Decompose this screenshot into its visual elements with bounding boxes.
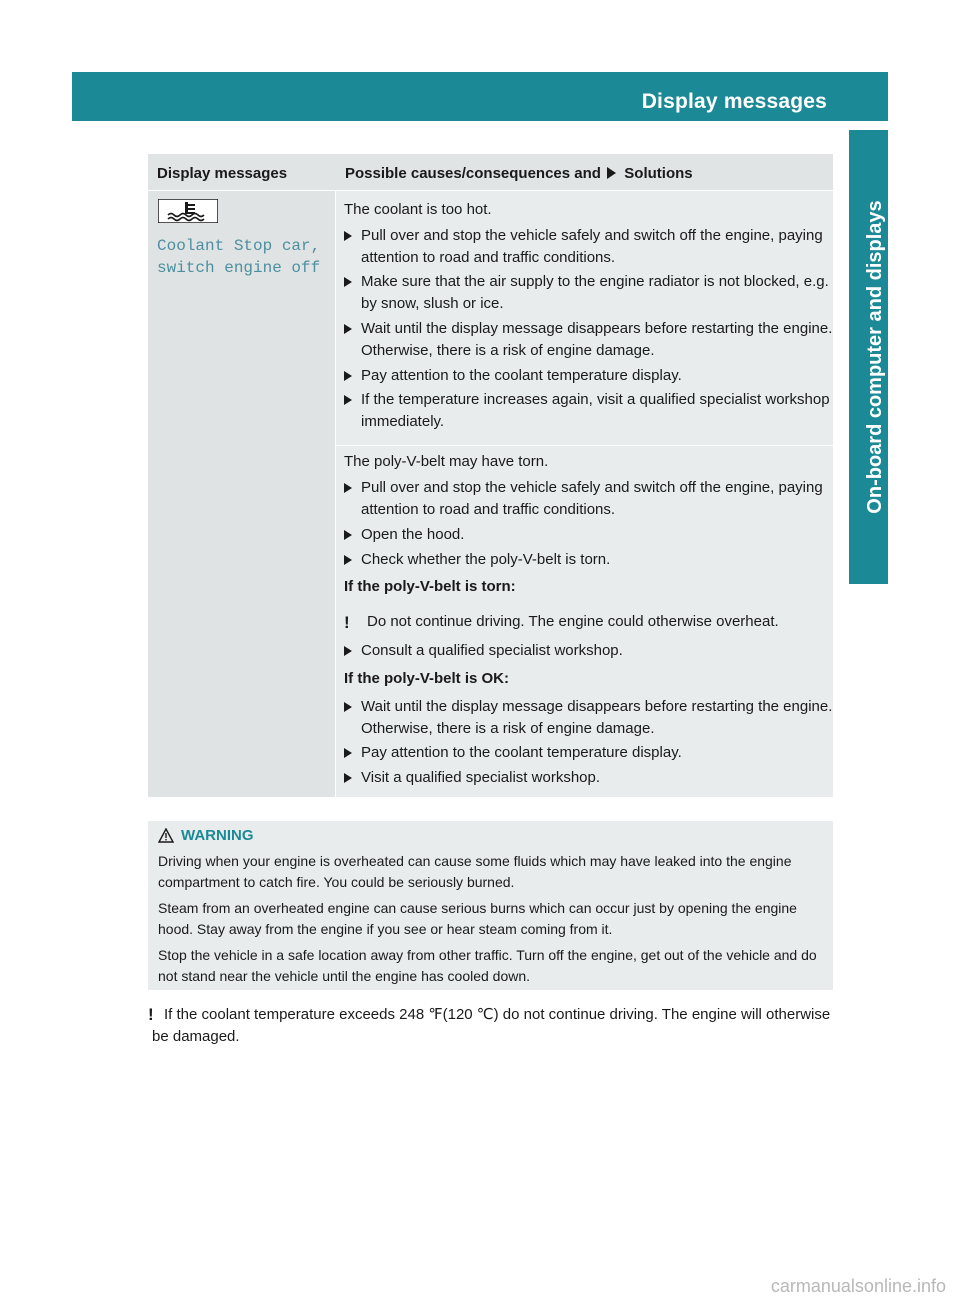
arrow-icon: [344, 371, 352, 381]
step-text: Consult a qualified specialist workshop.: [361, 642, 623, 659]
step-text: Pay attention to the coolant temperature display.: [361, 367, 682, 384]
arrow-icon: [344, 748, 352, 758]
arrow-icon: [344, 483, 352, 493]
arrow-icon: [344, 530, 352, 540]
step-text: Open the hood.: [361, 526, 465, 543]
list-item: [344, 742, 834, 764]
list-item: [344, 524, 834, 546]
arrow-icon: [344, 324, 352, 334]
header-title: Display messages: [641, 90, 827, 113]
exclamation-icon: !: [148, 1005, 154, 1024]
caution-text: Do not continue driving. The engine could otherwise overheat.: [367, 613, 779, 630]
list-item: [344, 318, 834, 362]
warning-box: [148, 821, 833, 990]
page-header: [72, 72, 939, 121]
step-text: If the temperature increases again, visit a qualified specialist workshop immediately.: [361, 391, 830, 430]
damage-note-text: If the coolant temperature exceeds 248 ℉(120 ℃) do not continue driving. The engine will otherwise be damaged.: [152, 1006, 831, 1045]
header-divider: [901, 72, 904, 121]
warning-heading: [158, 827, 254, 844]
row-divider: [336, 445, 833, 446]
message-text-line2: switch engine off: [157, 259, 321, 277]
step-text: Make sure that the air supply to the engine radiator is not blocked, e.g. by snow, slush or ice.: [361, 273, 829, 312]
list-item: [344, 549, 834, 571]
section-tab: [849, 130, 888, 584]
list-item: [344, 640, 834, 662]
step-text: Wait until the display message disappears before restarting the engine. Otherwise, there is a risk of engine damage.: [361, 320, 833, 359]
arrow-icon: [344, 773, 352, 783]
warning-label: WARNING: [181, 827, 254, 844]
warning-icon: [158, 828, 174, 843]
list-item: [344, 271, 834, 315]
arrow-icon: [607, 167, 616, 179]
step-text: Pull over and stop the vehicle safely and switch off the engine, paying attention to road and traffic conditions.: [361, 227, 823, 266]
arrow-icon: [344, 277, 352, 287]
if-torn-heading: If the poly-V-belt is torn:: [344, 578, 516, 595]
arrow-icon: [344, 395, 352, 405]
warning-paragraph: Stop the vehicle in a safe location away from other traffic. Turn off the engine, get out of the vehicle and do not stand near the vehicle until the engine has cooled down.: [158, 947, 817, 984]
column-header-causes: [345, 165, 693, 182]
arrow-icon: [344, 555, 352, 565]
step-text: Pay attention to the coolant temperature display.: [361, 744, 682, 761]
damage-note: [148, 1004, 836, 1048]
cause-1-text: The coolant is too hot.: [344, 201, 492, 218]
list-item: [344, 696, 834, 740]
cause-2-text: The poly-V-belt may have torn.: [344, 453, 549, 470]
warning-paragraph: Driving when your engine is overheated can cause some fluids which may have leaked into the engine compartment to catch fire. You could be seriously burned.: [158, 853, 792, 890]
watermark: carmanualsonline.info: [770, 1276, 946, 1296]
list-item: [344, 767, 834, 789]
message-text-line1: Coolant Stop car,: [157, 237, 321, 255]
arrow-icon: [344, 702, 352, 712]
message-cell: [148, 191, 335, 797]
arrow-icon: [344, 231, 352, 241]
column-header-display-messages: Display messages: [157, 165, 288, 182]
section-tab-label: On-board computer and displays: [864, 200, 886, 514]
table-header: [148, 154, 833, 190]
exclamation-icon: !: [344, 613, 350, 632]
arrow-icon: [344, 646, 352, 656]
list-item: [344, 225, 834, 269]
list-item: [344, 389, 834, 433]
step-text: Check whether the poly-V-belt is torn.: [361, 551, 611, 568]
caution-note: [344, 611, 834, 633]
coolant-temperature-icon: [158, 199, 218, 223]
warning-paragraph: Steam from an overheated engine can cause serious burns which can occur just by opening the engine hood. Stay away from the engine if you see or hear steam coming from it.: [158, 900, 797, 937]
column-header-causes-text: Possible causes/consequences and: [345, 165, 601, 182]
page-number: 245: [910, 93, 939, 112]
list-item: [344, 477, 834, 521]
step-text: Visit a qualified specialist workshop.: [361, 769, 601, 786]
step-text: Wait until the display message disappears before restarting the engine. Otherwise, there is a risk of engine damage.: [361, 698, 833, 737]
column-header-solutions-text: Solutions: [624, 165, 693, 182]
if-ok-heading: If the poly-V-belt is OK:: [344, 670, 510, 687]
list-item: [344, 365, 834, 387]
step-text: Pull over and stop the vehicle safely and switch off the engine, paying attention to road and traffic conditions.: [361, 479, 823, 518]
